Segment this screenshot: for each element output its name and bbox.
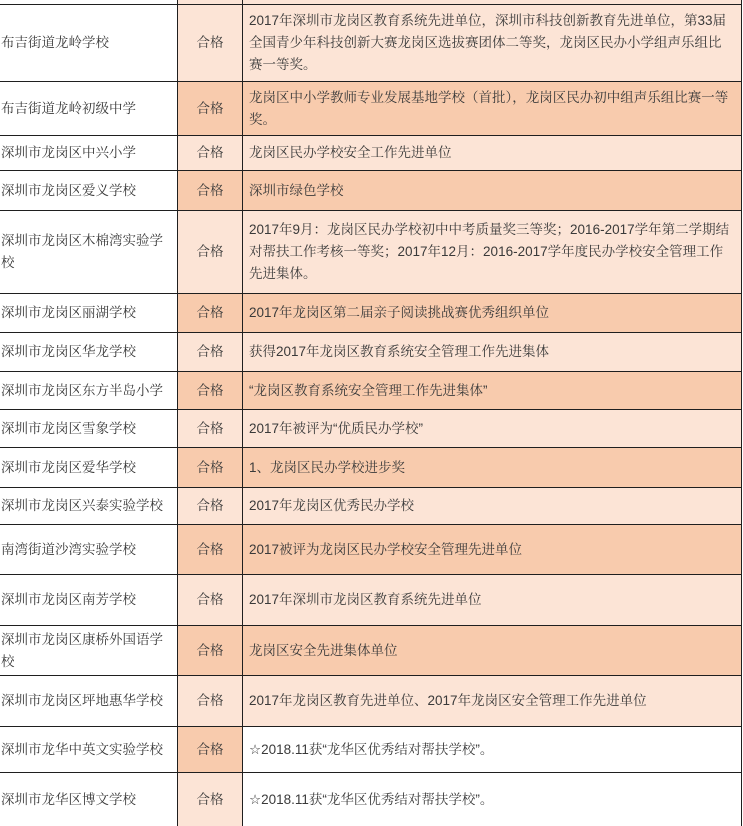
table-row bbox=[0, 575, 741, 626]
school-name-cell[interactable]: 深圳市龙岗区南芳学校 bbox=[0, 575, 178, 625]
status-cell[interactable]: 合格 bbox=[178, 525, 243, 574]
table-row bbox=[0, 525, 741, 575]
achievement-cell[interactable]: 2017年龙岗区优秀民办学校 bbox=[243, 488, 741, 524]
achievement-cell[interactable]: 获得2017年龙岗区教育系统安全管理工作先进集体 bbox=[243, 333, 741, 371]
school-name-cell[interactable]: 南湾街道沙湾实验学校 bbox=[0, 525, 178, 574]
table-row bbox=[0, 211, 741, 294]
table-row bbox=[0, 448, 741, 488]
achievement-cell[interactable]: 深圳市绿色学校 bbox=[243, 171, 741, 210]
table-row bbox=[0, 727, 741, 773]
table-row bbox=[0, 372, 741, 410]
achievement-cell[interactable]: 2017年深圳市龙岗区教育系统先进单位 bbox=[243, 575, 741, 625]
school-name-cell[interactable]: 深圳市龙岗区木棉湾实验学校 bbox=[0, 211, 178, 293]
status-cell[interactable]: 合格 bbox=[178, 448, 243, 487]
status-cell[interactable]: 合格 bbox=[178, 294, 243, 332]
status-cell[interactable]: 合格 bbox=[178, 410, 243, 447]
achievement-cell[interactable]: 2017年9月：龙岗区民办学校初中中考质量奖三等奖；2016-2017学年第二学期结对帮扶工作考核一等奖；2017年12月：2016-2017学年度民办学校安全管理工作先进集体。 bbox=[243, 211, 741, 293]
achievement-cell[interactable]: 2017被评为龙岗区民办学校安全管理先进单位 bbox=[243, 525, 741, 574]
status-cell[interactable]: 合格 bbox=[178, 575, 243, 625]
school-name-cell[interactable]: 深圳市龙岗区丽湖学校 bbox=[0, 294, 178, 332]
achievement-cell[interactable]: ☆2018.11获“龙华区优秀结对帮扶学校”。 bbox=[243, 773, 741, 826]
achievement-cell[interactable]: 龙岗区安全先进集体单位 bbox=[243, 626, 741, 675]
partial-school-cell bbox=[0, 0, 178, 4]
school-name-cell[interactable]: 深圳市龙岗区兴泰实验学校 bbox=[0, 488, 178, 524]
table-row bbox=[0, 136, 741, 171]
table-row bbox=[0, 676, 741, 727]
school-name-cell[interactable]: 深圳市龙华区博文学校 bbox=[0, 773, 178, 826]
school-name-cell[interactable]: 深圳市龙岗区中兴小学 bbox=[0, 136, 178, 170]
status-cell[interactable]: 合格 bbox=[178, 333, 243, 371]
achievement-cell[interactable]: 2017年深圳市龙岗区教育系统先进单位，深圳市科技创新教育先进单位，第33届全国青少年科技创新大赛龙岗区选拔赛团体二等奖，龙岗区民办小学组声乐组比赛一等奖。 bbox=[243, 5, 741, 81]
partial-status-cell bbox=[178, 0, 243, 4]
status-cell[interactable]: 合格 bbox=[178, 136, 243, 170]
status-cell[interactable]: 合格 bbox=[178, 488, 243, 524]
status-cell[interactable]: 合格 bbox=[178, 171, 243, 210]
school-name-cell[interactable]: 布吉街道龙岭初级中学 bbox=[0, 82, 178, 135]
status-cell[interactable]: 合格 bbox=[178, 5, 243, 81]
status-cell[interactable]: 合格 bbox=[178, 773, 243, 826]
school-name-cell[interactable]: 深圳市龙岗区爱华学校 bbox=[0, 448, 178, 487]
school-name-cell[interactable]: 深圳市龙岗区华龙学校 bbox=[0, 333, 178, 371]
table-row bbox=[0, 410, 741, 448]
table-row bbox=[0, 333, 741, 372]
achievement-cell[interactable]: 2017年被评为“优质民办学校” bbox=[243, 410, 741, 447]
school-name-cell[interactable]: 深圳市龙岗区坪地惠华学校 bbox=[0, 676, 178, 726]
status-cell[interactable]: 合格 bbox=[178, 372, 243, 409]
status-cell[interactable]: 合格 bbox=[178, 82, 243, 135]
table-row bbox=[0, 294, 741, 333]
status-cell[interactable]: 合格 bbox=[178, 211, 243, 293]
school-name-cell[interactable]: 深圳市龙岗区雪象学校 bbox=[0, 410, 178, 447]
achievement-cell[interactable]: 龙岗区民办学校安全工作先进单位 bbox=[243, 136, 741, 170]
table-rows bbox=[0, 5, 741, 826]
table-row bbox=[0, 773, 741, 826]
achievement-cell[interactable]: “龙岗区教育系统安全管理工作先进集体” bbox=[243, 372, 741, 409]
status-cell[interactable]: 合格 bbox=[178, 626, 243, 675]
table-row bbox=[0, 171, 741, 211]
school-name-cell[interactable]: 深圳市龙岗区康桥外国语学校 bbox=[0, 626, 178, 675]
achievement-cell[interactable]: 2017年龙岗区教育先进单位、2017年龙岗区安全管理工作先进单位 bbox=[243, 676, 741, 726]
achievement-cell[interactable]: 1、龙岗区民办学校进步奖 bbox=[243, 448, 741, 487]
status-cell[interactable]: 合格 bbox=[178, 727, 243, 772]
table-row bbox=[0, 626, 741, 676]
table-row bbox=[0, 5, 741, 82]
partial-achievement-cell bbox=[243, 0, 741, 4]
school-name-cell[interactable]: 深圳市龙华中英文实验学校 bbox=[0, 727, 178, 772]
table-row bbox=[0, 488, 741, 525]
school-name-cell[interactable]: 布吉街道龙岭学校 bbox=[0, 5, 178, 81]
school-name-cell[interactable]: 深圳市龙岗区爱义学校 bbox=[0, 171, 178, 210]
achievement-cell[interactable]: 龙岗区中小学教师专业发展基地学校（首批），龙岗区民办初中组声乐组比赛一等奖。 bbox=[243, 82, 741, 135]
achievement-cell[interactable]: 2017年龙岗区第二届亲子阅读挑战赛优秀组织单位 bbox=[243, 294, 741, 332]
achievement-cell[interactable]: ☆2018.11获“龙华区优秀结对帮扶学校”。 bbox=[243, 727, 741, 772]
school-name-cell[interactable]: 深圳市龙岗区东方半岛小学 bbox=[0, 372, 178, 409]
status-cell[interactable]: 合格 bbox=[178, 676, 243, 726]
table-row bbox=[0, 82, 741, 136]
